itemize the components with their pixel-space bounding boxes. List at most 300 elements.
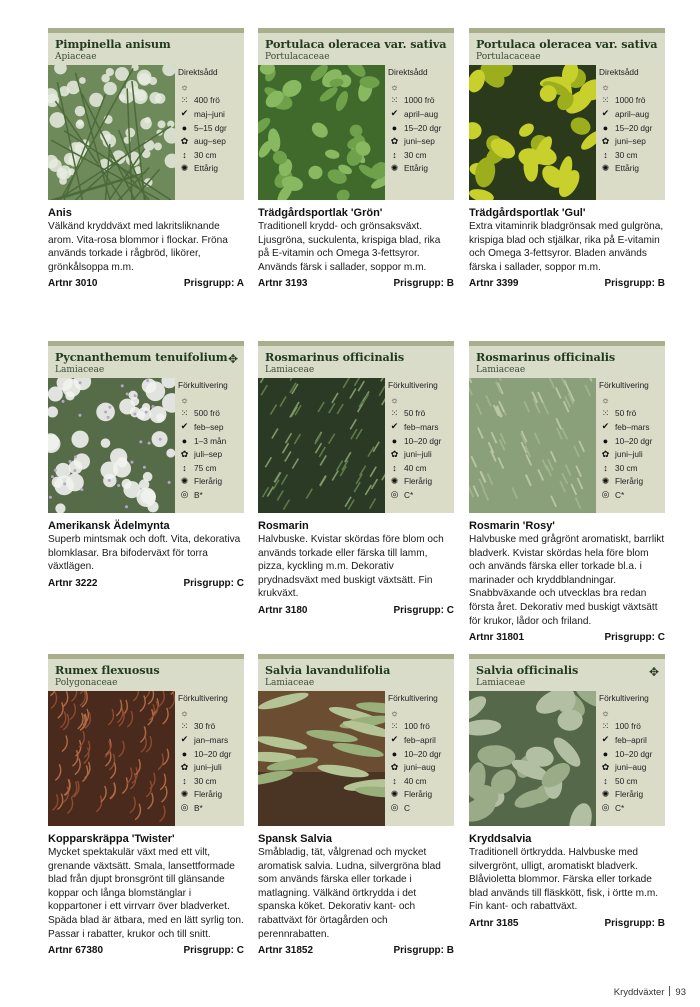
- spec-value: C*: [404, 489, 414, 500]
- card-body: [258, 691, 454, 826]
- lifecycle-icon: ✺: [601, 162, 610, 173]
- spec-value: Flerårig: [404, 789, 433, 800]
- spec-value: jan–mars: [194, 734, 229, 745]
- plant-photo: [469, 65, 596, 200]
- spec-row: [388, 488, 452, 502]
- spec-row: [599, 434, 663, 448]
- height-icon: ↕: [603, 149, 608, 160]
- germination-icon: ●: [181, 122, 188, 133]
- card-body: [48, 378, 244, 513]
- spec-value: april–aug: [404, 108, 439, 119]
- spec-value: Ettårig: [615, 163, 639, 174]
- spec-value: 30 cm: [194, 149, 217, 160]
- cultivation-method: Direktsådd: [599, 67, 639, 77]
- latin-name: Salvia officinalis: [476, 663, 579, 677]
- spec-value: 10–20 dgr: [194, 748, 232, 759]
- spec-value: aug–sep: [194, 136, 226, 147]
- product-footer: [258, 945, 454, 956]
- spec-value: C*: [615, 802, 625, 813]
- spec-row: [599, 148, 663, 162]
- spec-row: [599, 774, 663, 788]
- seeds-icon: ⁙: [390, 720, 399, 731]
- product-title: Rosmarin 'Rosy': [469, 520, 555, 532]
- latin-name: Rosmarinus officinalis: [265, 350, 405, 364]
- spec-value: juni–sep: [404, 136, 435, 147]
- article-number: Artnr 67380: [48, 945, 104, 957]
- spec-value: Flerårig: [615, 476, 644, 487]
- plant-family: Lamiaceae: [55, 365, 105, 375]
- product-footer: [258, 605, 454, 616]
- harvest-icon: ✿: [180, 448, 189, 459]
- height-icon: ↕: [392, 775, 397, 786]
- product-title: Amerikansk Ädelmynta: [48, 520, 170, 532]
- spec-row: [599, 407, 663, 421]
- spec-row: [388, 162, 452, 176]
- product-footer: [48, 278, 244, 289]
- article-number: Artnr 3010: [48, 278, 98, 290]
- spec-row: [599, 107, 663, 121]
- spec-row: [178, 733, 242, 747]
- spec-value: juni–aug: [615, 762, 647, 773]
- product-description: Extra vitaminrik bladgrönsak med gulgröna, krispiga blad och stjälkar, rika på E-vitamin och Omega 3-fettsyror. Bladen används färska i sallader, soppor m.m.: [469, 221, 664, 273]
- spec-value: Flerårig: [194, 476, 223, 487]
- cultivation-method: Förkultivering: [388, 380, 438, 390]
- spec-row: [178, 121, 242, 135]
- price-group: Prisgrupp: C: [183, 945, 244, 957]
- sun-icon: ☼: [180, 81, 189, 92]
- spec-value: 30 cm: [615, 149, 638, 160]
- spec-row: [178, 407, 242, 421]
- card-header: [48, 654, 244, 691]
- product-card: [469, 654, 665, 929]
- spec-row: [599, 760, 663, 774]
- card-body: [258, 65, 454, 200]
- article-number: Artnr 3222: [48, 577, 98, 589]
- product-footer: [469, 632, 665, 643]
- spec-list: [178, 380, 242, 502]
- card-header: [48, 341, 244, 378]
- spec-row: [599, 447, 663, 461]
- germination-icon: ●: [391, 748, 398, 759]
- cultivation-method: Förkultivering: [178, 693, 228, 703]
- cultivation-method: Förkultivering: [599, 693, 649, 703]
- product-card: [258, 341, 454, 616]
- spec-row: [599, 134, 663, 148]
- sun-row: [388, 706, 452, 720]
- spec-row: [178, 760, 242, 774]
- bee-plant-icon: ✥: [648, 665, 659, 679]
- spec-row: [178, 134, 242, 148]
- spec-value: 50 frö: [615, 408, 637, 419]
- plant-photo: [469, 378, 596, 513]
- product-title: Trädgårdsportlak 'Gul': [469, 207, 586, 219]
- lifecycle-icon: ✺: [180, 475, 189, 486]
- plant-family: Lamiaceae: [476, 678, 526, 688]
- divider: [669, 986, 670, 996]
- spec-value: 40 cm: [404, 462, 427, 473]
- sowing-time-icon: ✔: [601, 421, 610, 432]
- spec-row: [388, 447, 452, 461]
- seeds-icon: ⁙: [601, 94, 610, 105]
- card-body: [469, 65, 665, 200]
- spec-row: [388, 774, 452, 788]
- price-group: Prisgrupp: B: [604, 278, 665, 290]
- plant-family: Apiaceae: [55, 52, 97, 62]
- sowing-time-icon: ✔: [601, 108, 610, 119]
- spec-list: [599, 67, 663, 175]
- seeds-icon: ⁙: [601, 720, 610, 731]
- spec-row: [178, 420, 242, 434]
- spec-value: 30 cm: [194, 775, 217, 786]
- germination-icon: ●: [391, 435, 398, 446]
- product-description: Traditionell örtkrydda. Halvbuske med silvergrönt, ulligt, aromatiskt bladverk. Blåvioletta blommor. Färska eller torkade blad används till fläskkött, fisk, i örtte m.m. Fin kant- och rabattväxt.: [469, 847, 659, 913]
- spec-value: 40 cm: [404, 775, 427, 786]
- spec-row: [388, 733, 452, 747]
- plant-family: Lamiaceae: [265, 365, 315, 375]
- spec-value: B*: [194, 489, 203, 500]
- spec-value: juni–sep: [615, 136, 646, 147]
- spec-value: juni–juli: [404, 449, 432, 460]
- spec-value: Flerårig: [615, 789, 644, 800]
- product-card: [469, 341, 665, 643]
- spec-value: 75 cm: [194, 462, 217, 473]
- spec-row: [388, 434, 452, 448]
- latin-name: Portulaca oleracea var. sativa: [476, 37, 658, 51]
- spec-value: 400 frö: [194, 95, 220, 106]
- lifecycle-icon: ✺: [390, 475, 399, 486]
- latin-name: Salvia lavandulifolia: [265, 663, 391, 677]
- plant-photo: [48, 691, 175, 826]
- spec-row: [599, 162, 663, 176]
- sowing-time-icon: ✔: [180, 734, 189, 745]
- card-header: [48, 28, 244, 65]
- sun-icon: ☼: [601, 81, 610, 92]
- spec-value: 10–20 dgr: [615, 748, 653, 759]
- spec-row: [178, 162, 242, 176]
- germination-icon: ●: [602, 748, 609, 759]
- product-footer: [258, 278, 454, 289]
- spec-row: [599, 720, 663, 734]
- hardiness-icon: ◎: [390, 802, 399, 813]
- hardiness-icon: ◎: [180, 802, 189, 813]
- spec-row: [178, 720, 242, 734]
- seeds-icon: ⁙: [390, 407, 399, 418]
- spec-value: Ettårig: [404, 163, 428, 174]
- spec-row: [599, 420, 663, 434]
- article-number: Artnr 31852: [258, 945, 314, 957]
- plant-family: Portulacaceae: [265, 52, 330, 62]
- spec-row: [599, 461, 663, 475]
- seeds-icon: ⁙: [180, 94, 189, 105]
- plant-photo: [48, 378, 175, 513]
- latin-name: Pycnanthemum tenuifolium: [55, 350, 228, 364]
- product-description: Halvbuske. Kvistar skördas före blom och används torkade eller färska till lamm, pizza, kyckling m.m. Dekorativ prydnadsväxt med buskigt växtsätt. Fin krukväxt.: [258, 534, 444, 600]
- harvest-icon: ✿: [390, 761, 399, 772]
- spec-row: [599, 475, 663, 489]
- card-header: [469, 341, 665, 378]
- product-title: Rosmarin: [258, 520, 309, 532]
- sowing-time-icon: ✔: [390, 734, 399, 745]
- plant-photo: [48, 65, 175, 200]
- hardiness-icon: ◎: [390, 489, 399, 500]
- spec-value: C*: [615, 489, 625, 500]
- card-body: [469, 378, 665, 513]
- price-group: Prisgrupp: B: [393, 945, 454, 957]
- spec-list: [599, 380, 663, 502]
- sun-row: [599, 80, 663, 94]
- harvest-icon: ✿: [601, 448, 610, 459]
- spec-row: [178, 434, 242, 448]
- spec-row: [599, 121, 663, 135]
- article-number: Artnr 3180: [258, 604, 308, 616]
- spec-row: [388, 720, 452, 734]
- germination-icon: ●: [181, 435, 188, 446]
- product-card: [48, 28, 244, 289]
- plant-photo: [258, 65, 385, 200]
- harvest-icon: ✿: [390, 135, 399, 146]
- spec-row: [388, 134, 452, 148]
- latin-name: Rosmarinus officinalis: [476, 350, 616, 364]
- plant-family: Lamiaceae: [265, 678, 315, 688]
- spec-row: [599, 801, 663, 815]
- spec-value: 10–20 dgr: [615, 435, 653, 446]
- hardiness-icon: ◎: [601, 489, 610, 500]
- spec-value: Flerårig: [194, 789, 223, 800]
- spec-list: [178, 67, 242, 175]
- spec-value: C: [404, 802, 410, 813]
- product-description: Halvbuske med grågrönt aromatiskt, barrlikt bladverk. Kvistar skördas hela före blom och används färska eller torkade bl.a. i marinader och kryddblandningar. Snabbväxande och utvecklas bra redan första året. Dekorativ med buskigt växtsätt för krukor, lådor och friland.: [469, 534, 665, 627]
- harvest-icon: ✿: [390, 448, 399, 459]
- spec-row: [178, 148, 242, 162]
- seeds-icon: ⁙: [180, 407, 189, 418]
- spec-row: [599, 94, 663, 108]
- seeds-icon: ⁙: [390, 94, 399, 105]
- product-description: Traditionell krydd- och grönsaksväxt. Ljusgröna, suckulenta, krispiga blad, rika på E-vitamin och Omega 3-fettsyror. Används färsk i sallader, soppor m.m.: [258, 221, 441, 273]
- product-card: [469, 28, 665, 289]
- sun-row: [388, 393, 452, 407]
- card-header: [258, 28, 454, 65]
- price-group: Prisgrupp: C: [183, 577, 244, 589]
- cultivation-method: Förkultivering: [388, 693, 438, 703]
- spec-value: 50 cm: [615, 775, 638, 786]
- product-title: Anis: [48, 207, 72, 219]
- sun-row: [178, 706, 242, 720]
- spec-row: [178, 447, 242, 461]
- spec-value: 30 cm: [615, 462, 638, 473]
- spec-value: 15–20 dgr: [615, 122, 653, 133]
- page-footer: [614, 986, 686, 998]
- plant-photo: [469, 691, 596, 826]
- spec-value: 10–20 dgr: [404, 435, 442, 446]
- product-card: [48, 341, 244, 589]
- spec-list: [388, 693, 452, 815]
- spec-row: [388, 148, 452, 162]
- spec-value: juni–juli: [194, 762, 222, 773]
- sun-icon: ☼: [180, 394, 189, 405]
- spec-value: 50 frö: [404, 408, 426, 419]
- spec-row: [388, 107, 452, 121]
- latin-name: Pimpinella anisum: [55, 37, 171, 51]
- plant-family: Polygonaceae: [55, 678, 118, 688]
- lifecycle-icon: ✺: [601, 475, 610, 486]
- spec-value: feb–april: [404, 734, 436, 745]
- spec-row: [388, 420, 452, 434]
- spec-value: maj–juni: [194, 108, 225, 119]
- height-icon: ↕: [182, 775, 187, 786]
- spec-row: [178, 747, 242, 761]
- plant-family: Portulacaceae: [476, 52, 541, 62]
- plant-family: Lamiaceae: [476, 365, 526, 375]
- spec-value: 30 cm: [404, 149, 427, 160]
- sowing-time-icon: ✔: [180, 421, 189, 432]
- sun-row: [178, 80, 242, 94]
- card-header: [258, 654, 454, 691]
- spec-value: Flerårig: [404, 476, 433, 487]
- spec-row: [178, 801, 242, 815]
- plant-photo: [258, 691, 385, 826]
- height-icon: ↕: [392, 462, 397, 473]
- lifecycle-icon: ✺: [180, 162, 189, 173]
- sun-icon: ☼: [390, 81, 399, 92]
- germination-icon: ●: [181, 748, 188, 759]
- product-footer: [48, 945, 244, 956]
- harvest-icon: ✿: [601, 761, 610, 772]
- spec-row: [388, 461, 452, 475]
- harvest-icon: ✿: [180, 761, 189, 772]
- height-icon: ↕: [603, 775, 608, 786]
- spec-list: [388, 380, 452, 502]
- product-card: [258, 654, 454, 956]
- lifecycle-icon: ✺: [390, 162, 399, 173]
- height-icon: ↕: [603, 462, 608, 473]
- product-card: [48, 654, 244, 956]
- card-body: [469, 691, 665, 826]
- bee-plant-icon: ✥: [227, 352, 238, 366]
- germination-icon: ●: [602, 122, 609, 133]
- spec-value: 1000 frö: [404, 95, 435, 106]
- product-footer: [469, 918, 665, 929]
- price-group: Prisgrupp: B: [393, 278, 454, 290]
- hardiness-icon: ◎: [180, 489, 189, 500]
- price-group: Prisgrupp: B: [604, 917, 665, 929]
- spec-row: [388, 760, 452, 774]
- spec-row: [388, 121, 452, 135]
- product-footer: [469, 278, 665, 289]
- spec-value: Ettårig: [194, 163, 218, 174]
- product-description: Mycket spektakulär växt med ett vilt, grenande växtsätt. Smala, lansettformade blad från djupt bronsgrönt till glänsande koppar och långa blomstänglar i koppartoner i ett virrvarr över bladverket. Späda blad är ätbara, med en lätt syrlig ton. Passar i rabatter, krukor och till snitt.: [48, 847, 244, 940]
- sun-icon: ☼: [390, 394, 399, 405]
- spec-value: 500 frö: [194, 408, 220, 419]
- spec-row: [388, 788, 452, 802]
- height-icon: ↕: [182, 462, 187, 473]
- product-description: Småbladig, tät, vålgrenad och mycket aromatisk salvia. Ludna, silvergröna blad som används färska eller torkade i matlagning. Välkänd örtkrydda i det spanska köket. Dekorativ kant- och rabattväxt för örtagården och perennrabatten.: [258, 847, 441, 940]
- sun-icon: ☼: [601, 707, 610, 718]
- germination-icon: ●: [602, 435, 609, 446]
- sowing-time-icon: ✔: [180, 108, 189, 119]
- latin-name: Portulaca oleracea var. sativa: [265, 37, 447, 51]
- product-description: Superb mintsmak och doft. Vita, dekorativa blomklasar. Bra bifoderväxt för torra växtlägen.: [48, 534, 241, 573]
- sowing-time-icon: ✔: [390, 108, 399, 119]
- height-icon: ↕: [182, 149, 187, 160]
- spec-value: april–aug: [615, 108, 650, 119]
- lifecycle-icon: ✺: [180, 788, 189, 799]
- cultivation-method: Direktsådd: [178, 67, 218, 77]
- spec-row: [178, 475, 242, 489]
- spec-value: 15–20 dgr: [404, 122, 442, 133]
- card-header: [469, 28, 665, 65]
- card-body: [48, 65, 244, 200]
- product-title: Kopparskräppa 'Twister': [48, 833, 175, 845]
- spec-row: [388, 407, 452, 421]
- product-title: Kryddsalvia: [469, 833, 532, 845]
- cultivation-method: Förkultivering: [599, 380, 649, 390]
- sun-row: [599, 393, 663, 407]
- spec-value: feb–mars: [615, 421, 650, 432]
- spec-value: juni–aug: [404, 762, 436, 773]
- germination-icon: ●: [391, 122, 398, 133]
- price-group: Prisgrupp: C: [604, 632, 665, 644]
- card-header: [258, 341, 454, 378]
- harvest-icon: ✿: [180, 135, 189, 146]
- card-body: [48, 691, 244, 826]
- product-title: Trädgårdsportlak 'Grön': [258, 207, 383, 219]
- product-footer: [48, 578, 244, 589]
- spec-value: juli–sep: [194, 449, 223, 460]
- article-number: Artnr 3185: [469, 917, 519, 929]
- article-number: Artnr 3399: [469, 278, 519, 290]
- spec-value: 1–3 mån: [194, 435, 227, 446]
- spec-row: [599, 788, 663, 802]
- spec-list: [599, 693, 663, 815]
- spec-row: [388, 94, 452, 108]
- product-description: Välkänd kryddväxt med lakritsliknande arom. Vita-rosa blommor i flockar. Fröna används torkade i rågbröd, likörer, grönkålsoppa m.m.: [48, 221, 228, 273]
- lifecycle-icon: ✺: [390, 788, 399, 799]
- price-group: Prisgrupp: C: [393, 604, 454, 616]
- seeds-icon: ⁙: [601, 407, 610, 418]
- sowing-time-icon: ✔: [390, 421, 399, 432]
- page-number: 93: [675, 987, 686, 998]
- lifecycle-icon: ✺: [601, 788, 610, 799]
- product-title: Spansk Salvia: [258, 833, 332, 845]
- spec-row: [178, 94, 242, 108]
- latin-name: Rumex flexuosus: [55, 663, 160, 677]
- sun-icon: ☼: [390, 707, 399, 718]
- card-body: [258, 378, 454, 513]
- sun-icon: ☼: [601, 394, 610, 405]
- price-group: Prisgrupp: A: [183, 278, 244, 290]
- article-number: Artnr 31801: [469, 632, 525, 644]
- height-icon: ↕: [392, 149, 397, 160]
- plant-photo: [258, 378, 385, 513]
- section-name: Kryddväxter: [613, 987, 665, 998]
- spec-row: [178, 107, 242, 121]
- spec-value: 5–15 dgr: [194, 122, 227, 133]
- spec-row: [599, 747, 663, 761]
- spec-value: 10–20 dgr: [404, 748, 442, 759]
- sun-row: [178, 393, 242, 407]
- spec-list: [178, 693, 242, 815]
- spec-value: feb–april: [615, 734, 647, 745]
- cultivation-method: Direktsådd: [388, 67, 428, 77]
- hardiness-icon: ◎: [601, 802, 610, 813]
- spec-list: [388, 67, 452, 175]
- spec-row: [178, 774, 242, 788]
- sowing-time-icon: ✔: [601, 734, 610, 745]
- spec-value: 100 frö: [615, 721, 641, 732]
- article-number: Artnr 3193: [258, 278, 308, 290]
- cultivation-method: Förkultivering: [178, 380, 228, 390]
- seeds-icon: ⁙: [180, 720, 189, 731]
